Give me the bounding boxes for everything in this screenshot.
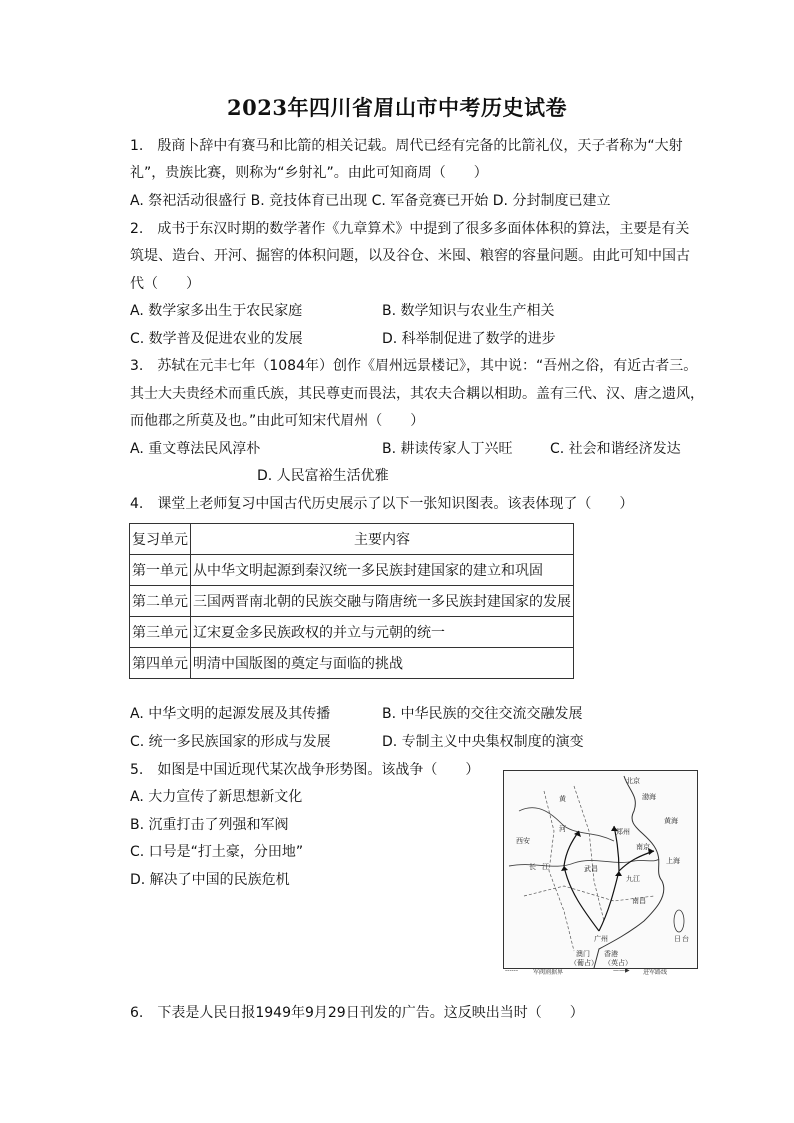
q4-option-a: A. 中华文明的起源发展及其传播 xyxy=(130,706,331,722)
q2-option-b: B. 数学知识与农业生产相关 xyxy=(382,303,555,319)
q4-option-b: B. 中华民族的交往交流交融发展 xyxy=(382,706,583,722)
legend-route-label: 进军路线 xyxy=(643,969,668,976)
table-cell-content: 三国两晋南北朝的民族交融与隋唐统一多民族封建国家的发展 xyxy=(191,586,574,617)
q3-stem-line1: 3. 苏轼在元丰七年（1084年）创作《眉州远景楼记》，其中说：“吾州之俗，有近古者三。 xyxy=(130,358,698,374)
table-row xyxy=(130,648,574,679)
q2-option-d: D. 科举制促进了数学的进步 xyxy=(382,331,556,347)
map-label: 南京 xyxy=(636,843,650,851)
map-label: 南昌 xyxy=(632,897,646,905)
map-label: 台 xyxy=(682,935,689,943)
map-label: 武昌 xyxy=(584,865,598,873)
taiwan-island xyxy=(674,910,684,932)
table-cell-content: 明清中国版图的奠定与面临的挑战 xyxy=(191,648,574,679)
map-label: 广州 xyxy=(594,935,608,943)
q3-option-d: D. 人民富裕生活优雅 xyxy=(257,468,389,484)
map-label: 黄海 xyxy=(664,817,678,825)
map-label: 河 xyxy=(559,825,566,833)
q2-option-a: A. 数学家多出生于农民家庭 xyxy=(130,303,303,319)
page-title: 2023年四川省眉山市中考历史试卷 xyxy=(227,95,567,120)
map-label: 北京 xyxy=(626,777,640,785)
q2-stem-line1: 2. 成书于东汉时期的数学著作《九章算术》中提到了很多多面体体积的算法，主要是有关 xyxy=(130,221,690,237)
q2-stem-line2: 筑堤、造台、开河、掘窖的体积问题，以及谷仓、米囤、粮窖的容量问题。由此可知中国古 xyxy=(130,248,690,264)
table-cell-unit: 第三单元 xyxy=(130,617,191,648)
map-label: 渤海 xyxy=(642,793,656,801)
arrow-head xyxy=(561,866,568,871)
table-cell-content: 从中华文明起源到秦汉统一多民族封建国家的建立和巩固 xyxy=(191,555,574,586)
q3-stem-line2: 其士大夫贵经术而重氏族，其民尊吏而畏法，其农夫合耦以相助。盖有三代、汉、唐之遗风， xyxy=(130,386,704,402)
march-route xyxy=(564,831,579,866)
q5-stem: 5. 如图是中国近现代某次战争形势图。该战争（ ） xyxy=(130,762,480,778)
q1-stem-line2: 礼”，贵族比赛，则称为“乡射礼”。由此可知商周（ ） xyxy=(130,165,488,181)
table-header-row xyxy=(130,524,574,555)
q2-option-c: C. 数学普及促进农业的发展 xyxy=(130,331,303,347)
q5-option-a: A. 大力宣传了新思想新文化 xyxy=(130,789,303,805)
q3-option-a: A. 重文尊法民风淳朴 xyxy=(130,441,261,457)
map-label: 长 xyxy=(529,863,536,871)
q3-option-b: B. 耕读传家人丁兴旺 xyxy=(382,441,513,457)
map-legend xyxy=(503,966,698,978)
arrow-head xyxy=(615,871,622,876)
map-label: 上海 xyxy=(666,857,680,865)
warlord-boundary xyxy=(544,791,574,951)
table-header-unit: 复习单元 xyxy=(130,524,191,555)
legend-dash-sample: ------ xyxy=(505,967,518,974)
legend-boundary-label: 军阀割据界 xyxy=(533,969,564,976)
table-row xyxy=(130,586,574,617)
war-situation-map xyxy=(503,770,698,969)
q5-option-d: D. 解决了中国的民族危机 xyxy=(130,872,290,888)
table-cell-unit: 第一单元 xyxy=(130,555,191,586)
q5-option-c: C. 口号是“打土豪，分田地” xyxy=(130,844,304,860)
map-label: （英占） xyxy=(604,959,632,967)
map-label: 香港 xyxy=(604,950,618,958)
table-cell-unit: 第二单元 xyxy=(130,586,191,617)
table-header-content: 主要内容 xyxy=(191,524,574,555)
table-row xyxy=(130,617,574,648)
table-cell-content: 辽宋夏金多民族政权的并立与元朝的统一 xyxy=(191,617,574,648)
q3-option-c: C. 社会和谐经济发达 xyxy=(550,441,681,457)
table-row xyxy=(130,555,574,586)
q4-stem: 4. 课堂上老师复习中国古代历史展示了以下一张知识图表。该表体现了（ ） xyxy=(130,496,634,512)
map-label: 江 xyxy=(542,863,549,871)
map-label: 澳门 xyxy=(576,950,590,958)
q1-options: A. 祭祀活动很盛行 B. 竞技体育已出现 C. 军备竞赛已开始 D. 分封制度已建立 xyxy=(130,193,611,209)
map-label: 九江 xyxy=(626,875,640,883)
q1-stem-line1: 1. 殷商卜辞中有赛马和比箭的相关记载。周代已经有完备的比箭礼仪，天子者称为“大射 xyxy=(130,138,683,154)
q6-stem: 6. 下表是人民日报1949年9月29日刊发的广告。这反映出当时（ ） xyxy=(130,1005,584,1021)
yellow-river xyxy=(519,808,614,841)
table-cell-unit: 第四单元 xyxy=(130,648,191,679)
legend-arrow-sample: ——▶ xyxy=(613,967,630,974)
q2-stem-line3: 代（ ） xyxy=(130,276,200,292)
map-label: 西安 xyxy=(516,837,530,845)
q4-option-d: D. 专制主义中央集权制度的演变 xyxy=(382,734,584,750)
q3-stem-line3: 而他郡之所莫及也。”由此可知宋代眉州（ ） xyxy=(130,413,425,429)
q4-option-c: C. 统一多民族国家的形成与发展 xyxy=(130,734,331,750)
map-drawing xyxy=(504,771,697,968)
map-label: 日 xyxy=(674,935,681,943)
q5-option-b: B. 沉重打击了列强和军阀 xyxy=(130,817,289,833)
map-label: 郑州 xyxy=(616,828,630,836)
map-label: 黄 xyxy=(559,795,566,803)
knowledge-table xyxy=(129,523,574,679)
map-label: （葡占） xyxy=(570,959,598,967)
